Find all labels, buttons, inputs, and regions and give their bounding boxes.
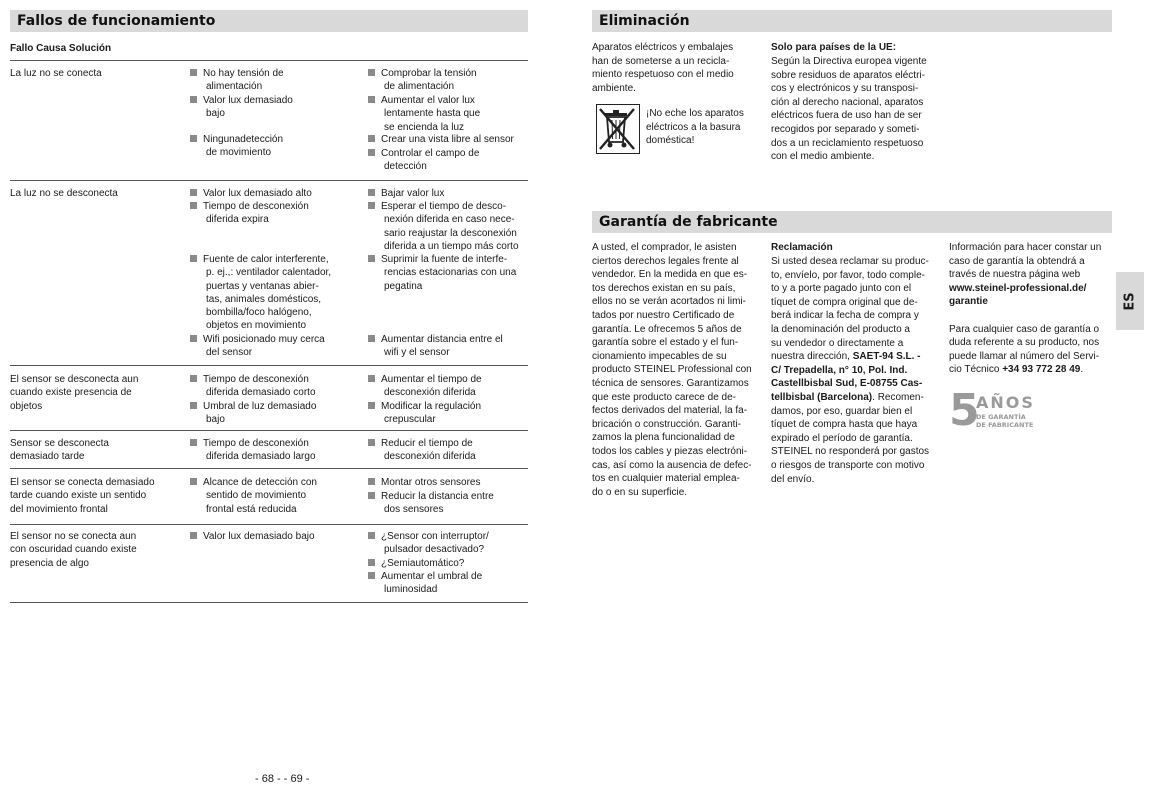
bullet-square-icon xyxy=(368,559,375,566)
bullet-square-icon xyxy=(368,96,375,103)
badge-line2: DE FABRICANTE xyxy=(976,421,1034,429)
bullet-square-icon xyxy=(190,69,197,76)
fallo-text: Sensor se desconecta demasiado tarde xyxy=(10,438,109,463)
table-header-divider xyxy=(10,60,528,61)
service-phone: +34 93 772 28 49 xyxy=(1002,364,1081,376)
fallo-text: El sensor no se conecta aun con oscuridad cuando existe presencia de algo xyxy=(10,531,137,569)
bullet-square-icon xyxy=(368,69,375,76)
solution-item: ¿Sensor con interruptor/ pulsador desactivado? xyxy=(368,530,530,557)
solution-item: Montar otros sensores xyxy=(368,476,530,489)
bullet-square-icon xyxy=(368,135,375,142)
section-title-garantia: Garantía de fabricante xyxy=(592,211,1112,233)
eu-heading: Solo para países de la UE: xyxy=(771,42,897,53)
row-divider xyxy=(10,468,528,469)
cause-item: Fuente de calor interferente, p. ej.,: ventilador calentador, puertas y ventanas abier- tas, animales domésticos, bombilla/foco halógeno, objetos en movimiento xyxy=(190,253,370,333)
warranty-contact-text: Información para hacer constar un caso de garantía la obtendrá a través de nuestra página web www.steinel-professional.de/ garantie Para cualquier caso de garantía o duda referente a su producto, nos puede llamar al número del Servi- cio Técnico +34 93 772 28 49. xyxy=(949,242,1102,376)
solution-item: Suprimir la fuente de interfe- rencias estacionarias con una pegatina xyxy=(368,253,530,293)
solution-item: Aumentar distancia entre el wifi y el sensor xyxy=(368,333,530,360)
fallo-text: La luz no se conecta xyxy=(10,68,102,79)
row-divider xyxy=(10,180,528,181)
row-divider xyxy=(10,365,528,366)
badge-number: 5 xyxy=(949,385,980,436)
bullet-square-icon xyxy=(190,335,197,342)
bullet-square-icon xyxy=(190,375,197,382)
bullet-square-icon xyxy=(368,189,375,196)
bullet-square-icon xyxy=(368,492,375,499)
solution-item: Reducir el tiempo de desconexión diferida xyxy=(368,437,530,464)
solution-item: Reducir la distancia entre dos sensores xyxy=(368,490,530,517)
bullet-square-icon xyxy=(368,149,375,156)
cause-item: Alcance de detección con sentido de movimiento frontal está reducida xyxy=(190,476,370,516)
bullet-square-icon xyxy=(190,202,197,209)
solution-item: ¿Semiautomático? xyxy=(368,557,530,570)
cause-item: Wifi posicionado muy cerca del sensor xyxy=(190,333,370,360)
reclamacion-heading: Reclamación xyxy=(771,242,833,253)
bullet-square-icon xyxy=(190,96,197,103)
fallo-text: La luz no se desconecta xyxy=(10,188,118,199)
five-year-warranty-badge xyxy=(949,385,1049,436)
table-header: Fallo Causa Solución xyxy=(10,43,112,54)
warranty-intro-text: A usted, el comprador, le asisten ciertos derechos legales frente al vendedor. En la medida en que es- tos derechos existan en su país, ellos no se verán acortados ni limi- tados por nuestro Certificado de garantía. Le ofrecemos 5 años de garantía sobre el estado y el fun- cionamiento impecables de su producto STEINEL Professional con técnica de sensores. Garantizamos que este producto carece de de- fectos derivados del material, la fa- bricación o construcción. Garanti- zamos la plena funcionalidad de todos los cables y piezas electróni- cas, así como la ausencia de defec- tos en cualquier material emplea- do o en su superficie. xyxy=(592,242,752,498)
cause-item: Ningunadetección de movimiento xyxy=(190,133,370,160)
bullet-square-icon xyxy=(190,189,197,196)
eu-text: Según la Directiva europea vigente sobre residuos de aparatos eléctri- cos y electrónicos y su transposi- ción al derecho nacional, aparatos eléctricos fuera de uso han de ser recogidos por separado y someti- dos a un reciclamiento respetuoso con el medio ambiente. xyxy=(771,56,927,163)
warranty-url[interactable]: www.steinel-professional.de/ garantie xyxy=(949,282,1087,308)
address: SAET-94 S.L. - C/ Trepadella, n° 10, Pol. Ind. Castellbisbal Sud, E-08755 Cas- tellbisbal (Barcelona) xyxy=(771,351,923,403)
fallo-text: El sensor se conecta demasiado tarde cuando existe un sentido del movimiento frontal xyxy=(10,477,155,515)
solution-item: Aumentar el umbral de luminosidad xyxy=(368,570,530,597)
cause-item: Valor lux demasiado bajo xyxy=(190,530,370,543)
cause-item: Valor lux demasiado bajo xyxy=(190,94,370,121)
solution-item: Modificar la regulación crepuscular xyxy=(368,400,530,427)
elim-intro-text: Aparatos eléctricos y embalajes han de someterse a un recicla- miento respetuoso con el medio ambiente. xyxy=(592,42,734,94)
fallo-text: El sensor se desconecta aun cuando existe presencia de objetos xyxy=(10,374,139,412)
section-title-eliminacion: Eliminación xyxy=(592,10,1112,32)
cause-item: Tiempo de desconexión diferida demasiado corto xyxy=(190,373,370,400)
bullet-square-icon xyxy=(368,202,375,209)
cause-item: Umbral de luz demasiado bajo xyxy=(190,400,370,427)
bullet-square-icon xyxy=(368,478,375,485)
section-title-fallos: Fallos de funcionamiento xyxy=(10,10,528,32)
solution-item: Bajar valor lux xyxy=(368,187,530,200)
bullet-square-icon xyxy=(190,135,197,142)
solution-item: Comprobar la tensión de alimentación xyxy=(368,67,530,94)
solution-item: Crear una vista libre al sensor xyxy=(368,133,530,146)
cause-item: Valor lux demasiado alto xyxy=(190,187,370,200)
weee-caption: ¡No eche los aparatos eléctricos a la basura doméstica! xyxy=(646,108,744,147)
row-divider xyxy=(10,602,528,603)
bullet-square-icon xyxy=(368,255,375,262)
bullet-square-icon xyxy=(190,532,197,539)
solution-item: Controlar el campo de detección xyxy=(368,147,530,174)
bullet-square-icon xyxy=(190,402,197,409)
solution-item: Esperar el tiempo de desco- nexión diferida en caso nece- sario reajustar la desconexión diferida a un tiempo más corto xyxy=(368,200,530,253)
bullet-square-icon xyxy=(368,572,375,579)
row-divider xyxy=(10,430,528,431)
bullet-square-icon xyxy=(190,439,197,446)
bullet-square-icon xyxy=(368,335,375,342)
bullet-square-icon xyxy=(368,375,375,382)
bullet-square-icon xyxy=(190,478,197,485)
solution-item: Aumentar el tiempo de desconexión diferida xyxy=(368,373,530,400)
row-divider xyxy=(10,524,528,525)
language-tab: ES xyxy=(1116,272,1144,330)
page-numbers: - 68 - - 69 - xyxy=(255,773,310,785)
bullet-square-icon xyxy=(368,532,375,539)
bullet-square-icon xyxy=(190,255,197,262)
reclamacion-text: Si usted desea reclamar su produc- to, envíelo, por favor, todo comple- to y a porte pagado junto con el tíquet de compra original que de- berá indicar la fecha de compra y la denominación del producto a su vendedor o directamente a nuestra dirección, SAET-94 S.L. - C/ Trepadella, n° 10, Pol. Ind. Castellbisbal Sud, E-08755 Cas- tellbisbal (Barcelona). Recomen- damos, por eso, guardar bien el tíquet de compra hasta que haya expirado el período de garantía. STEINEL no responderá por gastos o riesgos de transporte con motivo del envío. xyxy=(771,256,930,485)
cause-item: Tiempo de desconexión diferida demasiado largo xyxy=(190,437,370,464)
bullet-square-icon xyxy=(368,402,375,409)
badge-line1: DE GARANTÍA xyxy=(976,413,1026,421)
bullet-square-icon xyxy=(368,439,375,446)
cause-item: Tiempo de desconexión diferida expira xyxy=(190,200,370,227)
solution-item: Aumentar el valor lux lentamente hasta que se encienda la luz xyxy=(368,94,530,134)
weee-bin-icon xyxy=(596,104,640,154)
badge-word: AÑOS xyxy=(976,393,1035,412)
cause-item: No hay tensión de alimentación xyxy=(190,67,370,94)
